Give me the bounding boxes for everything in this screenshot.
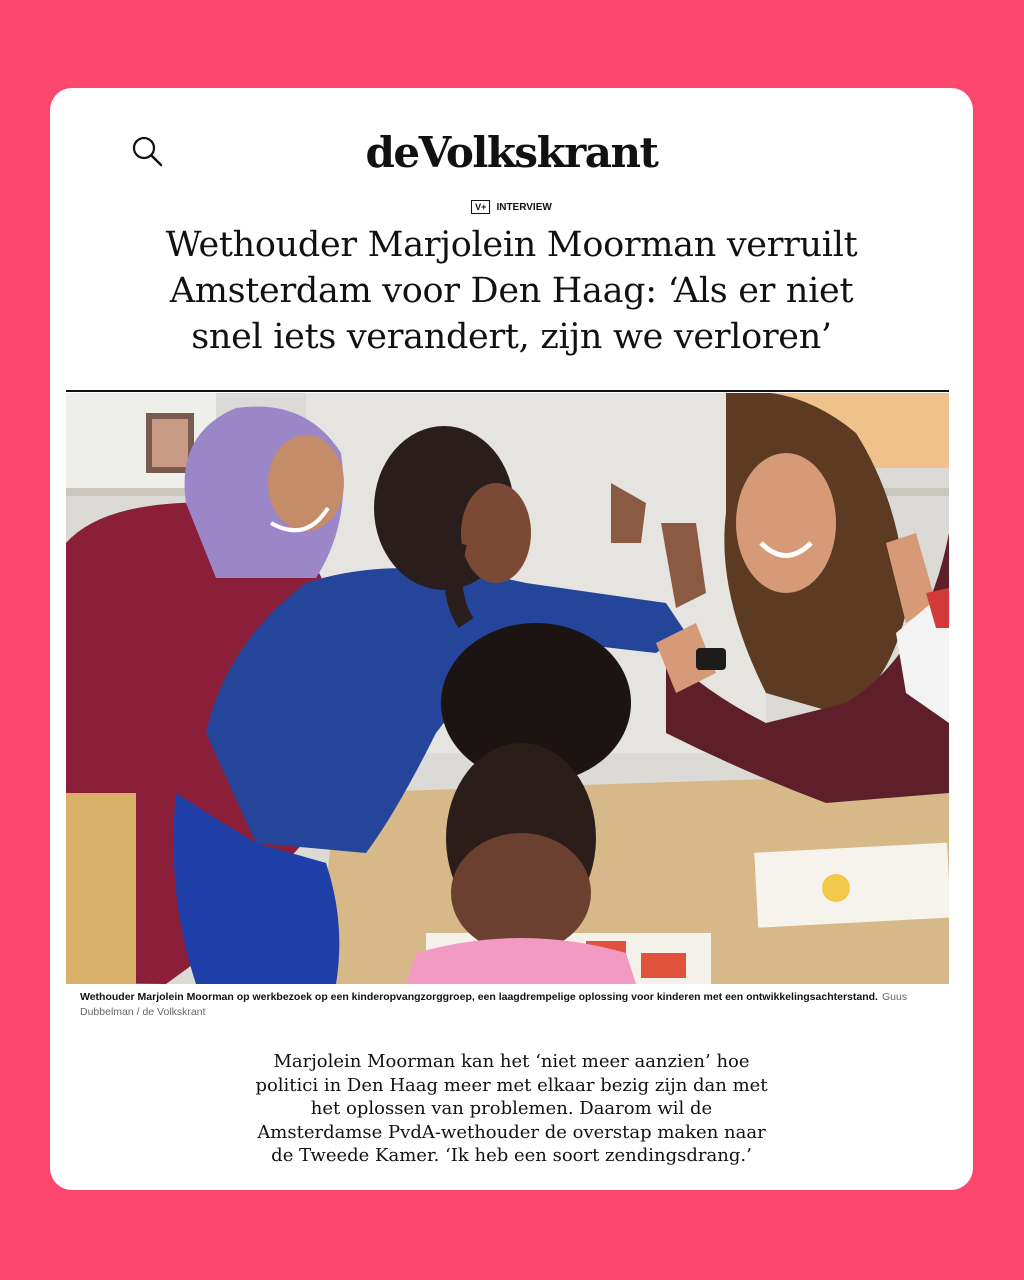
category-label: INTERVIEW [496, 202, 552, 213]
divider [66, 390, 949, 392]
article-card [50, 88, 973, 1190]
photo-caption [80, 990, 933, 1020]
caption-text: Wethouder Marjolein Moorman op werkbezoek op een kinderopvangzorggroep, een laagdrempelige oplossing voor kinderen met een ontwikkelingsachterstand. [80, 991, 878, 1003]
photo-illustration [66, 393, 949, 984]
photo-credit: Guus Dubbelman / de Volkskrant [80, 991, 908, 1018]
site-logo[interactable]: deVolkskrant [365, 128, 658, 177]
article-label [50, 200, 973, 214]
article-headline: Wethouder Marjolein Moorman verruilt Amsterdam voor Den Haag: ‘Als er niet snel iets verandert, zijn we verloren’ [165, 225, 858, 357]
article-photo [66, 393, 949, 984]
premium-badge: V+ [471, 200, 490, 214]
article-lead: Marjolein Moorman kan het ‘niet meer aanzien’ hoe politici in Den Haag meer met elkaar bezig zijn dan met het oplossen van problemen. Daarom wil de Amsterdamse PvdA-wethouder de overstap maken naar de Tweede Kamer. ‘Ik heb een soort zendingsdrang.’ [255, 1051, 768, 1166]
